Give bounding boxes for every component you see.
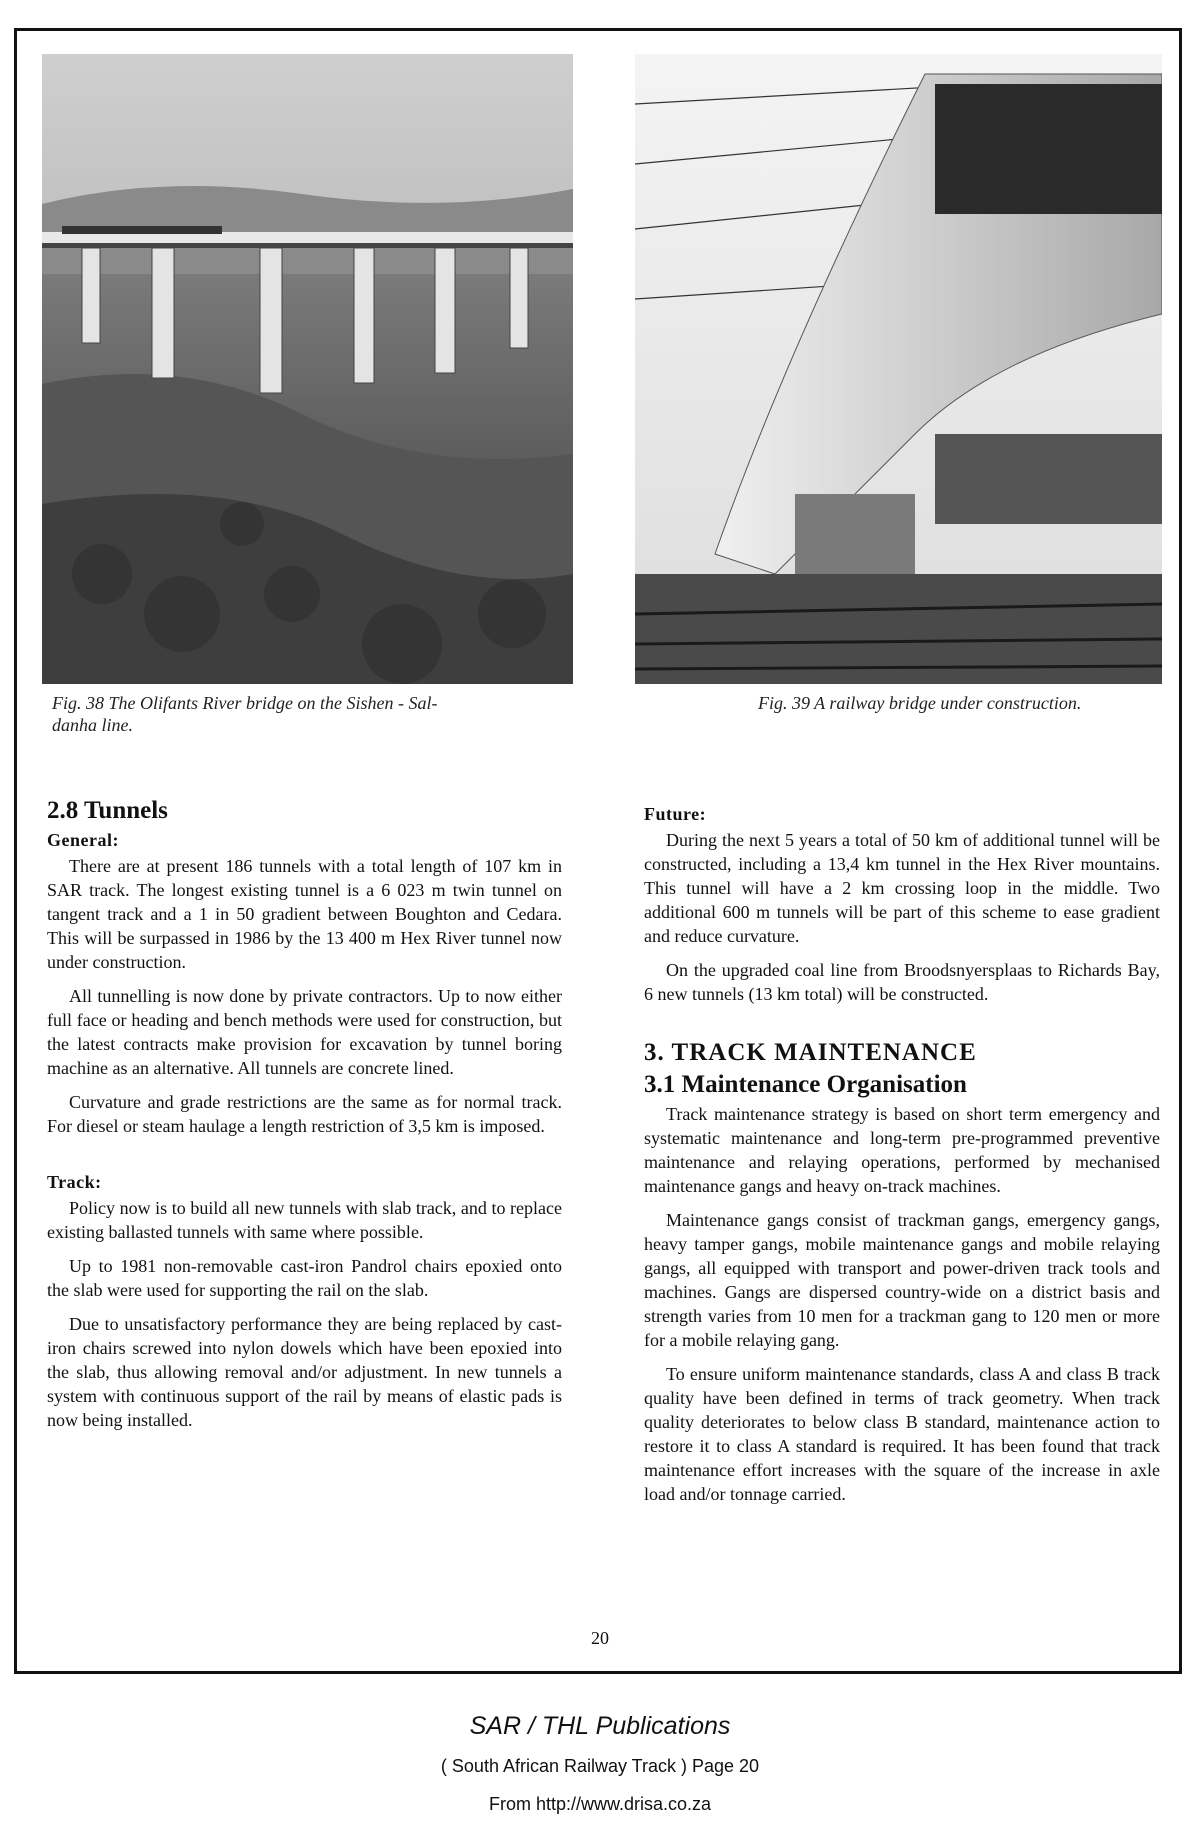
- track-paragraph: Up to 1981 non-removable cast-iron Pandrol chairs epoxied onto the slab were used for supporting the rail on the slab.: [47, 1256, 562, 1300]
- maintenance-paragraph: Track maintenance strategy is based on short term emergency and systematic maintenance and long-term pre-programmed preventive maintenance and relaying operations, performed by mechanised maintenance gangs and heavy on-track machines.: [644, 1104, 1160, 1196]
- fig38-caption-line1: Fig. 38 The Olifants River bridge on the Sishen - Sal-: [52, 693, 438, 713]
- general-paragraph: There are at present 186 tunnels with a total length of 107 km in SAR track. The longest existing tunnel is a 6 023 m twin tunnel on tangent track and a 1 in 50 gradient between Boughton and Cedara. This will be surpassed in 1986 by the 13 400 m Hex River tunnel now under construction.: [47, 856, 562, 972]
- subsection-title-maintenance-organisation: 3.1 Maintenance Organisation: [644, 1071, 967, 1098]
- track-paragraph: Due to unsatisfactory performance they are being replaced by cast-iron chairs screwed into nylon dowels which have been epoxied into the slab, thus allowing removal and/or adjustment. In new tunnels a system with continuous support of the rail by means of elastic pads is now being installed.: [47, 1314, 562, 1430]
- footer-source-link[interactable]: From http://www.drisa.co.za: [488, 1794, 712, 1814]
- maintenance-paragraph: To ensure uniform maintenance standards, class A and class B track quality have been defined in terms of track geometry. When track quality deteriorates to below class B standard, maintenance action to restore it to class A standard is required. It has been found that track maintenance effort increases with the square of the increase in axle load and/or tonnage carried.: [644, 1364, 1160, 1504]
- future-paragraph: On the upgraded coal line from Broodsnyersplaas to Richards Bay, 6 new tunnels (13 km total) will be constructed.: [644, 960, 1160, 1004]
- fig38-caption-line2: danha line.: [52, 715, 133, 735]
- page-number: 20: [591, 1628, 609, 1648]
- section-title-tunnels: 2.8 Tunnels: [47, 797, 168, 824]
- track-paragraph: Policy now is to build all new tunnels with slab track, and to replace existing ballasted tunnels with same where possible.: [47, 1198, 562, 1242]
- left-column: [47, 796, 562, 1442]
- general-paragraph: All tunnelling is now done by private contractors. Up to now either full face or heading and bench methods were used for construction, but the latest contracts make provision for excavation by tunnel boring machine as an alternative. All tunnels are concrete lined.: [47, 986, 562, 1078]
- general-paragraph: Curvature and grade restrictions are the same as for normal track. For diesel or steam haulage a length restriction of 3,5 km is imposed.: [47, 1092, 562, 1136]
- section-title-track-maintenance: 3. TRACK MAINTENANCE: [644, 1039, 977, 1066]
- right-column: [644, 802, 1160, 1516]
- future-heading: Future:: [644, 804, 707, 824]
- fig38-caption: [52, 692, 572, 736]
- footer-publisher: SAR / THL Publications: [469, 1712, 731, 1740]
- fig39-caption: Fig. 39 A railway bridge under construction.: [758, 693, 1082, 713]
- footer-book-title: ( South African Railway Track ) Page 20: [440, 1756, 760, 1776]
- track-heading: Track:: [47, 1172, 102, 1192]
- fig39-photo: [635, 54, 1162, 684]
- future-paragraph: During the next 5 years a total of 50 km of additional tunnel will be constructed, including a 13,4 km tunnel in the Hex River mountains. This tunnel will have a 2 km crossing loop in the middle. Two additional 600 m tunnels will be part of this scheme to ease gradient and reduce curvature.: [644, 830, 1160, 946]
- general-heading: General:: [47, 830, 119, 850]
- maintenance-paragraph: Maintenance gangs consist of trackman gangs, emergency gangs, heavy tamper gangs, mobile maintenance gangs and mobile relaying gangs, all equipped with transport and power-driven track tools and machines. Gangs are dispersed country-wide on a district basis and strength varies from 10 men for a trackman gang to 120 men or more for a mobile relaying gang.: [644, 1210, 1160, 1350]
- fig38-photo: [42, 54, 573, 684]
